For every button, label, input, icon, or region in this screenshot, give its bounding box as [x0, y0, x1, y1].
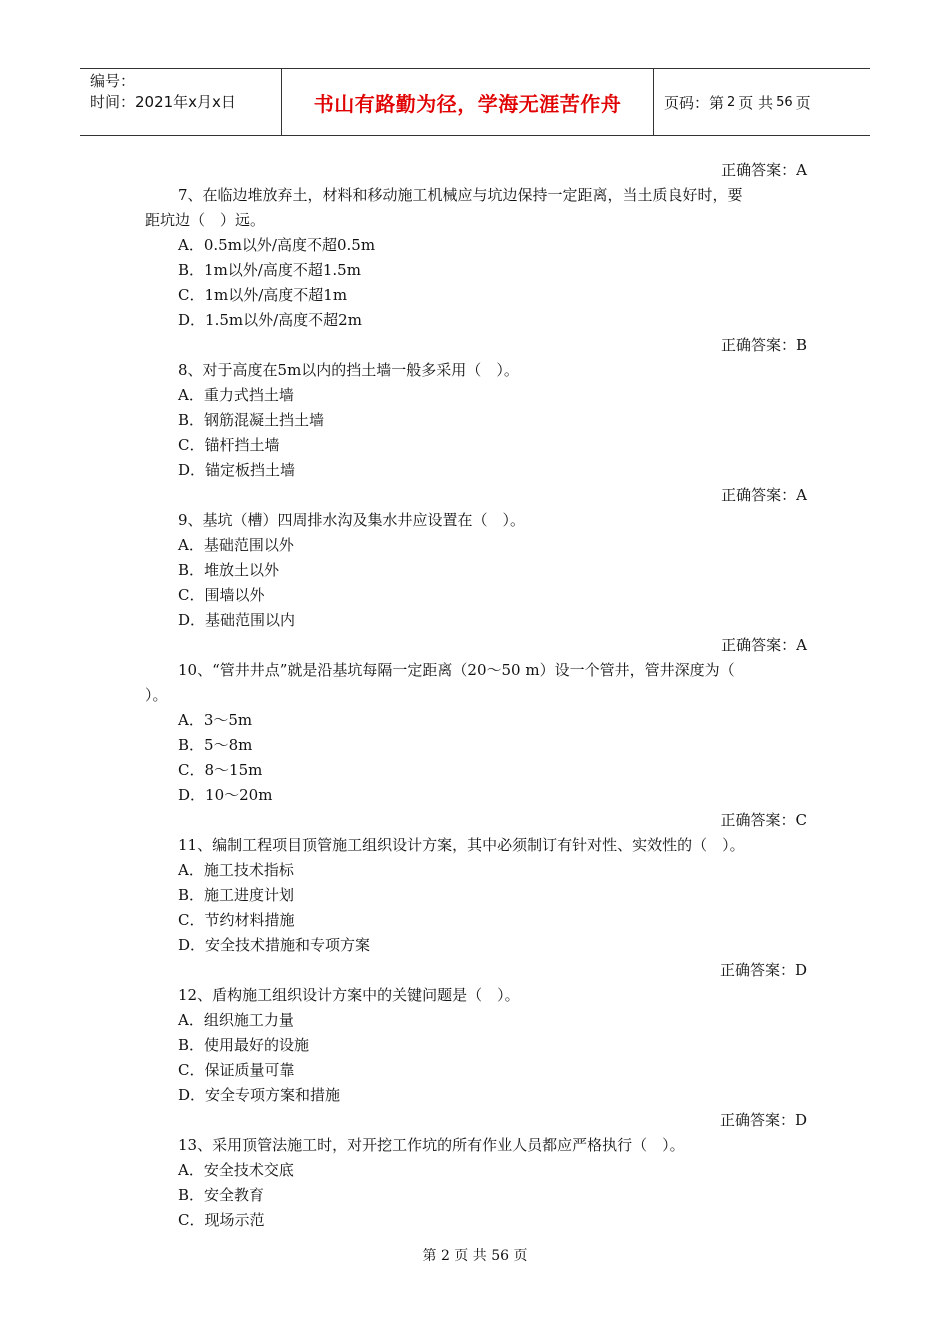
option-item: B．5～8m: [178, 736, 253, 754]
option-item: C．围墙以外: [178, 586, 265, 604]
option-item: B．钢筋混凝土挡土墙: [178, 411, 325, 429]
page-header: [80, 68, 870, 136]
option-item: B．堆放土以外: [178, 561, 280, 579]
page-label: 页码：第: [664, 93, 725, 112]
option-item: A．组织施工力量: [178, 1011, 294, 1029]
option-item: B．1m以外/高度不超1.5m: [178, 261, 361, 279]
option-item: A．重力式挡土墙: [178, 386, 294, 404]
option-item: A．安全技术交底: [178, 1161, 294, 1179]
question-text: 13、采用顶管法施工时，对开挖工作坑的所有作业人员都应严格执行（ ）。: [178, 1136, 685, 1154]
answer-line: 正确答案：A: [721, 486, 807, 504]
answer-line: 正确答案：B: [720, 336, 807, 354]
option-item: D．10～20m: [178, 786, 273, 804]
question-list: [145, 158, 807, 1233]
page-number: 2: [727, 94, 736, 110]
time-label: 时间：2021年x月x日: [90, 93, 236, 111]
answer-line: 正确答案：D: [719, 961, 807, 979]
option-item: D．1.5m以外/高度不超2m: [178, 311, 362, 329]
option-item: B．安全教育: [178, 1186, 265, 1204]
option-item: C．保证质量可靠: [178, 1061, 295, 1079]
answer-line: 正确答案：A: [721, 636, 807, 654]
option-item: B．使用最好的设施: [178, 1036, 310, 1054]
question-text: 12、盾构施工组织设计方案中的关键问题是（ ）。: [178, 986, 520, 1004]
option-item: C．节约材料措施: [178, 911, 295, 929]
option-item: A．0.5m以外/高度不超0.5m: [178, 236, 376, 254]
header-page-info: [654, 69, 870, 135]
page-total: 56: [776, 94, 793, 110]
answer-line: 正确答案：A: [721, 161, 807, 179]
answer-line: 正确答案：C: [720, 811, 807, 829]
header-meta: [80, 69, 282, 135]
option-item: A．基础范围以外: [178, 536, 294, 554]
page-footer: 第 2 页 共 56 页: [422, 1248, 528, 1264]
question-text: 7、在临边堆放弃土，材料和移动施工机械应与坑边保持一定距离，当土质良好时，要: [178, 186, 743, 204]
option-item: D．基础范围以内: [178, 611, 296, 629]
question-text: 9、基坑（槽）四周排水沟及集水井应设置在（ ）。: [178, 511, 526, 529]
option-item: C．1m以外/高度不超1m: [178, 286, 348, 304]
question-text: 10、“管井井点”就是沿基坑每隔一定距离（20～50 m）设一个管井，管井深度为（: [178, 661, 735, 679]
code-label: 编号：: [90, 72, 136, 90]
question-continuation: 距坑边（ ）远。: [145, 211, 266, 229]
page-end: 页: [795, 93, 811, 112]
question-text: 8、对于高度在5m以内的挡土墙一般多采用（ ）。: [178, 361, 519, 379]
option-item: D．锚定板挡土墙: [178, 461, 296, 479]
answer-line: 正确答案：D: [719, 1111, 807, 1129]
option-item: C．现场示范: [178, 1211, 265, 1229]
option-item: B．施工进度计划: [178, 886, 295, 904]
option-item: C．锚杆挡土墙: [178, 436, 280, 454]
option-item: A．施工技术指标: [178, 861, 294, 879]
option-item: D．安全技术措施和专项方案: [178, 936, 371, 954]
option-item: C．8～15m: [178, 761, 263, 779]
question-text: 11、编制工程项目顶管施工组织设计方案，其中必须制订有针对性、实效性的（ ）。: [178, 836, 745, 854]
page-mid: 页 共: [738, 93, 774, 112]
option-item: A．3～5m: [178, 711, 253, 729]
question-continuation: ）。: [145, 686, 168, 704]
header-motto: 书山有路勤为径，学海无涯苦作舟: [282, 69, 654, 135]
option-item: D．安全专项方案和措施: [178, 1086, 341, 1104]
